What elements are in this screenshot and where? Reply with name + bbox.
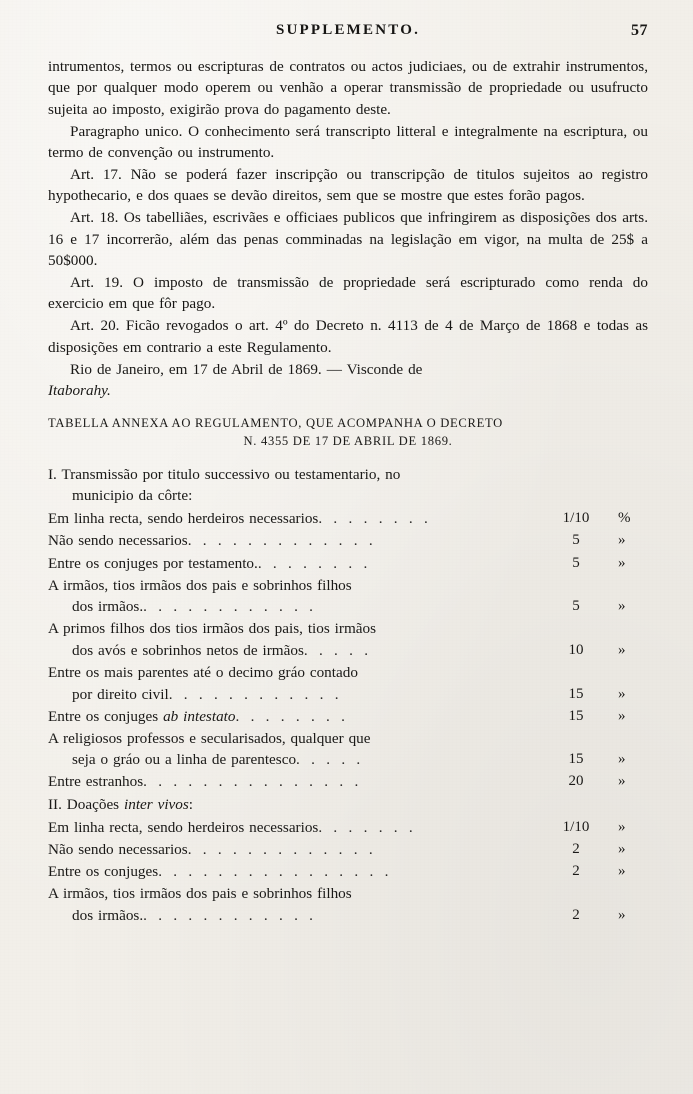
body-paragraph-1: Paragrapho unico. O conhecimento será transcripto litteral e integralmente na escriptura, ou termo de convenção ou instrumento. [48, 122, 648, 162]
entry-label-line2: dos avós e sobrinhos netos de irmãos. . . . . [72, 641, 372, 659]
entry-label-line2: dos irmãos.. . . . . . . . . . . . [72, 906, 317, 924]
table-row [48, 771, 648, 793]
entry-value: 15 [568, 685, 584, 702]
section-ii [48, 794, 648, 927]
entry-unit: » [618, 707, 626, 724]
entry-label: A irmãos, tios irmãos dos pais e sobrinhos filhos dos irmãos.. . . . . . . . . . . . [48, 575, 648, 618]
section-i-heading [48, 464, 648, 507]
page-content [48, 22, 648, 927]
entry-label-line2: seja o gráo ou a linha de parentesco. . . . . [72, 751, 364, 769]
entry-label-italic: ab intestato [163, 707, 236, 725]
entry-unit: » [618, 554, 626, 571]
entry-unit: » [618, 685, 626, 702]
table-row [48, 508, 648, 530]
entry-label: Entre os conjuges por testamento.. . . . . . . . [48, 554, 371, 572]
leader-dots: . . . . . [303, 641, 372, 659]
section-ii-heading: II. Doações inter vivos: [48, 795, 194, 813]
body-paragraph-2: Art. 17. Não se poderá fazer inscripção ou transcripção de titulos sujeitos ao registro hypothecario, e dos quaes se devão direitos, sem que se mostre que estes forão pagos. [48, 166, 648, 205]
leader-dots: . . . . . . . . [318, 510, 431, 528]
leader-dots: . . . . . . . . . . . . [143, 906, 317, 924]
table-row [48, 728, 648, 771]
entry-label: Entre os mais parentes até o decimo gráo contado por direito civil. . . . . . . . . . . . [48, 662, 648, 705]
entry-label: Entre os conjuges ab intestato. . . . . . . . [48, 707, 349, 725]
entry-unit: » [618, 532, 626, 549]
leader-dots: . . . . . . . . . . . . [143, 598, 317, 616]
leader-dots: . . . . . . . [318, 818, 416, 836]
entry-value: 1/10 [562, 818, 590, 835]
entry-label-line2: dos irmãos.. . . . . . . . . . . . [72, 598, 317, 616]
entry-label: Em linha recta, sendo herdeiros necessarios. . . . . . . . [48, 510, 431, 528]
signature-prefix: Rio de Janeiro, em 17 de Abril de 1869. — [70, 360, 347, 378]
entry-label: A primos filhos dos tios irmãos dos pais, tios irmãos dos avós e sobrinhos netos de irmãos. . . . . [48, 618, 648, 661]
entry-unit: » [618, 863, 626, 880]
entry-label: Entre estranhos. . . . . . . . . . . . . . . [48, 773, 362, 791]
table-row [48, 883, 648, 926]
entry-value: 20 [568, 773, 584, 790]
entry-value: 1/10 [562, 510, 590, 527]
table-row [48, 575, 648, 618]
entry-unit: » [618, 773, 626, 790]
leader-dots: . . . . . . . . . . . . [168, 685, 342, 703]
section-ii-heading-italic: inter vivos [124, 795, 189, 813]
table-row [48, 553, 648, 575]
entry-unit: » [618, 906, 626, 923]
body-paragraph-3: Art. 18. Os tabelliães, escrivães e officiaes publicos que infringirem as disposições dos arts. 16 e 17 incorrerão, além das penas comminadas na legislação em vigor, na multa de 25$ a 50$000. [48, 209, 648, 270]
signature-name-part1: Visconde de [346, 360, 423, 378]
signature-line [48, 359, 648, 380]
page-number: 57 [631, 22, 648, 39]
entry-unit: » [618, 641, 626, 658]
table-caption-line1: TABELLA ANNEXA AO REGULAMENTO, QUE ACOMPANHA O DECRETO [48, 415, 503, 430]
table-row [48, 817, 648, 839]
table-caption [48, 414, 648, 450]
running-head [48, 22, 648, 52]
entry-value: 15 [568, 707, 584, 724]
entry-label: A irmãos, tios irmãos dos pais e sobrinhos filhos dos irmãos.. . . . . . . . . . . . [48, 883, 648, 926]
table-row [48, 530, 648, 552]
table-row [48, 861, 648, 883]
leader-dots: . . . . . . . . [257, 554, 371, 572]
section-ii-entries [48, 817, 648, 926]
running-head-title: SUPPLEMENTO. [275, 22, 421, 38]
table-row [48, 618, 648, 661]
entry-label: Em linha recta, sendo herdeiros necessarios. . . . . . . [48, 818, 416, 836]
body-paragraph-5: Art. 20. Ficão revogados o art. 4º do Decreto n. 4113 de 4 de Março de 1868 e todas as disposições em contrario a este Regulamento. [48, 317, 648, 356]
entry-value: 10 [568, 641, 584, 658]
entry-label: Não sendo necessarios. . . . . . . . . . . . . [48, 532, 376, 550]
table-row [48, 662, 648, 705]
entry-label: A religiosos professos e secularisados, qualquer que seja o gráo ou a linha de parentesco. . . . . [48, 728, 648, 771]
entry-value: 5 [572, 554, 580, 571]
leader-dots: . . . . . . . . [235, 707, 349, 725]
signature-name-part2: Itaborahy. [48, 382, 111, 400]
entry-value: 2 [572, 863, 580, 880]
table-row [48, 839, 648, 861]
entry-value: 15 [568, 751, 584, 768]
entry-unit: » [618, 598, 626, 615]
entry-value: 2 [572, 841, 580, 858]
entry-value: 5 [572, 598, 580, 615]
body-paragraph-0: intrumentos, termos ou escripturas de contratos ou actos judiciaes, ou de extrahir instrumentos, que por qualquer modo operem ou venhão a operar transmissão de propriedade ou usufructo sujeita ao imposto, exigirão prova do pagamento deste. [48, 58, 648, 118]
section-i [48, 464, 648, 794]
entry-value: 5 [572, 532, 580, 549]
entry-value: 2 [572, 906, 580, 923]
leader-dots: . . . . . . . . . . . . . . . [143, 773, 362, 791]
entry-unit: » [618, 751, 626, 768]
entry-label-line2: por direito civil. . . . . . . . . . . . [72, 685, 342, 703]
leader-dots: . . . . . . . . . . . . . . . . [158, 863, 392, 881]
table-caption-line2: N. 4355 DE 17 DE ABRIL DE 1869. [243, 433, 453, 448]
entry-unit: » [618, 818, 626, 835]
section-i-heading-line1: I. Transmissão por titulo successivo ou testamentario, no [48, 465, 401, 483]
leader-dots: . . . . . . . . . . . . . [187, 532, 376, 550]
entry-unit: » [618, 841, 626, 858]
body-paragraph-4: Art. 19. O imposto de transmissão de propriedade será escripturado como renda do exercicio em que fôr pago. [48, 274, 648, 313]
entry-unit: % [618, 510, 631, 527]
leader-dots: . . . . . [296, 751, 364, 769]
entry-label: Não sendo necessarios. . . . . . . . . . . . . [48, 841, 376, 859]
section-i-entries [48, 508, 648, 793]
entry-label: Entre os conjuges. . . . . . . . . . . . . . . . [48, 863, 392, 881]
section-i-heading-line2: municipio da côrte: [72, 486, 193, 504]
leader-dots: . . . . . . . . . . . . . [187, 841, 376, 859]
table-row [48, 706, 648, 728]
